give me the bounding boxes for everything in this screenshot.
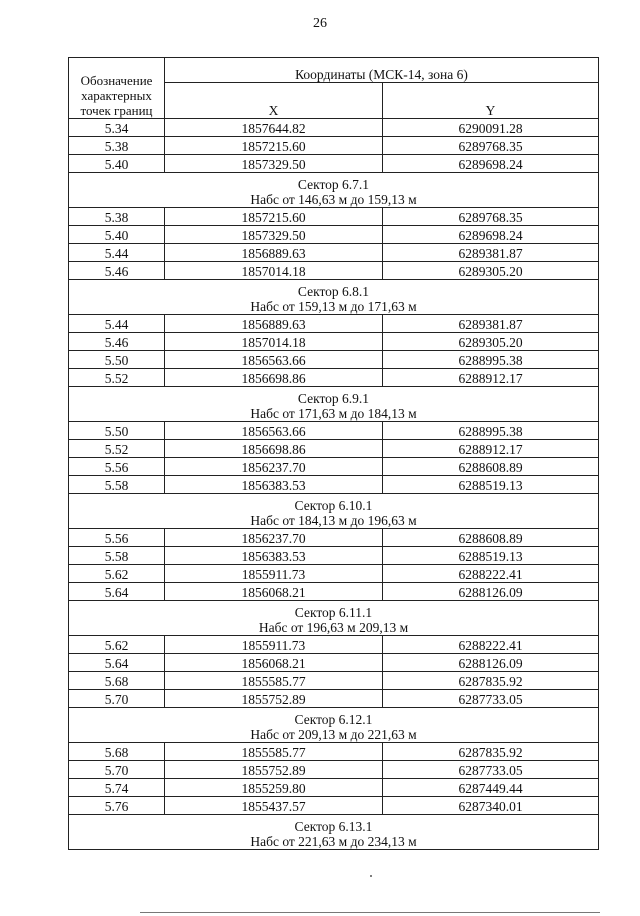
point-name-cell: 5.38 bbox=[69, 137, 165, 155]
sector-title: Сектор 6.10.1 bbox=[294, 498, 373, 513]
y-coordinate-cell: 6288912.17 bbox=[383, 369, 599, 387]
y-coordinate-cell: 6287340.01 bbox=[383, 797, 599, 815]
table-row bbox=[69, 797, 599, 815]
table-header bbox=[69, 58, 599, 119]
table-row bbox=[69, 779, 599, 797]
x-coordinate-cell: 1856237.70 bbox=[165, 529, 383, 547]
x-coordinate-cell: 1855259.80 bbox=[165, 779, 383, 797]
sector-height-range: Набс от 209,13 м до 221,63 м bbox=[250, 727, 417, 742]
y-coordinate-cell: 6288222.41 bbox=[383, 636, 599, 654]
y-coordinate-cell: 6288995.38 bbox=[383, 351, 599, 369]
y-coordinate-cell: 6289381.87 bbox=[383, 315, 599, 333]
sector-cell bbox=[69, 494, 599, 529]
point-name-cell: 5.70 bbox=[69, 761, 165, 779]
point-name-cell: 5.58 bbox=[69, 547, 165, 565]
point-name-cell: 5.52 bbox=[69, 440, 165, 458]
x-coordinate-cell: 1856698.86 bbox=[165, 440, 383, 458]
table-row bbox=[69, 565, 599, 583]
y-coordinate-cell: 6289305.20 bbox=[383, 262, 599, 280]
x-coordinate-cell: 1856563.66 bbox=[165, 351, 383, 369]
table-row bbox=[69, 529, 599, 547]
table-row bbox=[69, 636, 599, 654]
y-coordinate-cell: 6288126.09 bbox=[383, 583, 599, 601]
table-row bbox=[69, 351, 599, 369]
point-name-cell: 5.38 bbox=[69, 208, 165, 226]
y-coordinate-cell: 6289698.24 bbox=[383, 155, 599, 173]
table-row bbox=[69, 547, 599, 565]
point-name-cell: 5.52 bbox=[69, 369, 165, 387]
sector-row bbox=[69, 387, 599, 422]
y-coordinate-cell: 6288519.13 bbox=[383, 476, 599, 494]
sector-height-range: Набс от 171,63 м до 184,13 м bbox=[250, 406, 417, 421]
point-name-cell: 5.50 bbox=[69, 351, 165, 369]
y-coordinate-cell: 6288608.89 bbox=[383, 529, 599, 547]
sector-cell bbox=[69, 387, 599, 422]
x-coordinate-cell: 1857014.18 bbox=[165, 333, 383, 351]
y-coordinate-cell: 6287733.05 bbox=[383, 690, 599, 708]
x-coordinate-cell: 1855752.89 bbox=[165, 690, 383, 708]
sector-height-range: Набс от 159,13 м до 171,63 м bbox=[250, 299, 417, 314]
x-coordinate-cell: 1855585.77 bbox=[165, 672, 383, 690]
point-name-cell: 5.76 bbox=[69, 797, 165, 815]
x-coordinate-cell: 1855752.89 bbox=[165, 761, 383, 779]
point-name-cell: 5.70 bbox=[69, 690, 165, 708]
sector-title: Сектор 6.11.1 bbox=[294, 605, 373, 620]
y-coordinate-cell: 6288912.17 bbox=[383, 440, 599, 458]
table-row bbox=[69, 690, 599, 708]
x-coordinate-cell: 1857644.82 bbox=[165, 119, 383, 137]
sector-row bbox=[69, 601, 599, 636]
y-coordinate-cell: 6289698.24 bbox=[383, 226, 599, 244]
sector-row bbox=[69, 494, 599, 529]
x-coordinate-cell: 1855911.73 bbox=[165, 636, 383, 654]
point-name-cell: 5.64 bbox=[69, 583, 165, 601]
sector-row bbox=[69, 815, 599, 850]
table-row bbox=[69, 743, 599, 761]
sector-row bbox=[69, 173, 599, 208]
table-row bbox=[69, 244, 599, 262]
point-name-cell: 5.34 bbox=[69, 119, 165, 137]
point-name-cell: 5.44 bbox=[69, 315, 165, 333]
y-coordinate-cell: 6287835.92 bbox=[383, 672, 599, 690]
sector-title: Сектор 6.7.1 bbox=[297, 177, 370, 192]
y-coordinate-cell: 6288519.13 bbox=[383, 547, 599, 565]
table-row bbox=[69, 333, 599, 351]
sector-cell bbox=[69, 708, 599, 743]
sector-row bbox=[69, 280, 599, 315]
x-coordinate-cell: 1857329.50 bbox=[165, 155, 383, 173]
point-name-cell: 5.40 bbox=[69, 226, 165, 244]
x-coordinate-cell: 1856698.86 bbox=[165, 369, 383, 387]
y-coordinate-cell: 6289381.87 bbox=[383, 244, 599, 262]
x-coordinate-cell: 1856889.63 bbox=[165, 315, 383, 333]
scan-edge-line bbox=[140, 912, 600, 913]
x-coordinate-cell: 1857215.60 bbox=[165, 208, 383, 226]
x-coordinate-cell: 1856383.53 bbox=[165, 476, 383, 494]
point-name-cell: 5.50 bbox=[69, 422, 165, 440]
table-row bbox=[69, 440, 599, 458]
sector-title: Сектор 6.13.1 bbox=[294, 819, 373, 834]
y-coordinate-cell: 6287449.44 bbox=[383, 779, 599, 797]
sector-height-range: Набс от 184,13 м до 196,63 м bbox=[250, 513, 417, 528]
sector-title: Сектор 6.12.1 bbox=[294, 712, 373, 727]
point-name-cell: 5.46 bbox=[69, 333, 165, 351]
point-name-cell: 5.46 bbox=[69, 262, 165, 280]
point-name-header: Обозначение характерных точек границ bbox=[69, 58, 165, 119]
point-name-cell: 5.68 bbox=[69, 743, 165, 761]
table-row bbox=[69, 119, 599, 137]
point-name-cell: 5.62 bbox=[69, 636, 165, 654]
table-body bbox=[69, 119, 599, 850]
sector-cell bbox=[69, 601, 599, 636]
y-coordinate-cell: 6289768.35 bbox=[383, 208, 599, 226]
point-name-cell: 5.40 bbox=[69, 155, 165, 173]
x-coordinate-cell: 1857329.50 bbox=[165, 226, 383, 244]
x-coordinate-cell: 1856237.70 bbox=[165, 458, 383, 476]
x-coordinate-cell: 1855911.73 bbox=[165, 565, 383, 583]
sector-title: Сектор 6.9.1 bbox=[297, 391, 370, 406]
x-coordinate-cell: 1855585.77 bbox=[165, 743, 383, 761]
sector-cell bbox=[69, 280, 599, 315]
x-coordinate-cell: 1856068.21 bbox=[165, 583, 383, 601]
point-name-cell: 5.64 bbox=[69, 654, 165, 672]
coordinates-header: Координаты (МСК-14, зона 6) bbox=[165, 58, 599, 83]
x-coordinate-cell: 1855437.57 bbox=[165, 797, 383, 815]
table-row bbox=[69, 369, 599, 387]
point-name-cell: 5.56 bbox=[69, 529, 165, 547]
table-row bbox=[69, 583, 599, 601]
table-row bbox=[69, 476, 599, 494]
table-row bbox=[69, 226, 599, 244]
x-coordinate-cell: 1857014.18 bbox=[165, 262, 383, 280]
table-row bbox=[69, 315, 599, 333]
sector-height-range: Набс от 221,63 м до 234,13 м bbox=[250, 834, 417, 849]
table-row bbox=[69, 458, 599, 476]
y-coordinate-cell: 6288222.41 bbox=[383, 565, 599, 583]
y-coordinate-cell: 6290091.28 bbox=[383, 119, 599, 137]
point-name-cell: 5.62 bbox=[69, 565, 165, 583]
sector-title: Сектор 6.8.1 bbox=[297, 284, 370, 299]
sector-height-range: Набс от 146,63 м до 159,13 м bbox=[250, 192, 417, 207]
x-coordinate-cell: 1856068.21 bbox=[165, 654, 383, 672]
y-column-header: Y bbox=[383, 83, 599, 119]
sector-cell bbox=[69, 815, 599, 850]
table-row bbox=[69, 208, 599, 226]
x-column-header: X bbox=[165, 83, 383, 119]
point-name-cell: 5.68 bbox=[69, 672, 165, 690]
y-coordinate-cell: 6289305.20 bbox=[383, 333, 599, 351]
point-name-cell: 5.58 bbox=[69, 476, 165, 494]
x-coordinate-cell: 1856889.63 bbox=[165, 244, 383, 262]
point-name-cell: 5.74 bbox=[69, 779, 165, 797]
x-coordinate-cell: 1857215.60 bbox=[165, 137, 383, 155]
y-coordinate-cell: 6288126.09 bbox=[383, 654, 599, 672]
point-name-cell: 5.44 bbox=[69, 244, 165, 262]
table-row bbox=[69, 654, 599, 672]
table-row bbox=[69, 137, 599, 155]
scan-speck bbox=[370, 875, 372, 877]
sector-cell bbox=[69, 173, 599, 208]
y-coordinate-cell: 6289768.35 bbox=[383, 137, 599, 155]
y-coordinate-cell: 6288608.89 bbox=[383, 458, 599, 476]
x-coordinate-cell: 1856563.66 bbox=[165, 422, 383, 440]
sector-row bbox=[69, 708, 599, 743]
y-coordinate-cell: 6287733.05 bbox=[383, 761, 599, 779]
sector-height-range: Набс от 196,63 м 209,13 м bbox=[258, 620, 409, 635]
y-coordinate-cell: 6287835.92 bbox=[383, 743, 599, 761]
coordinates-table bbox=[68, 57, 599, 850]
y-coordinate-cell: 6288995.38 bbox=[383, 422, 599, 440]
table-row bbox=[69, 672, 599, 690]
x-coordinate-cell: 1856383.53 bbox=[165, 547, 383, 565]
table-row bbox=[69, 262, 599, 280]
table-row bbox=[69, 761, 599, 779]
table-row bbox=[69, 422, 599, 440]
page-number: 26 bbox=[313, 16, 327, 31]
point-name-cell: 5.56 bbox=[69, 458, 165, 476]
table-row bbox=[69, 155, 599, 173]
